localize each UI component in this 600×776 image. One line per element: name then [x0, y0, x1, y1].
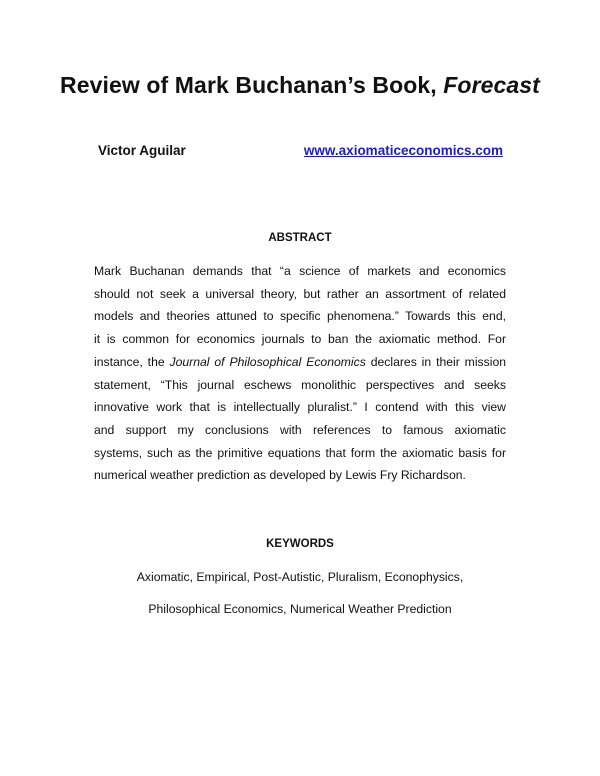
- website-link[interactable]: www.axiomaticeconomics.com: [303, 143, 503, 158]
- abstract-line-with-journal: [94, 351, 506, 374]
- keywords-line: Axiomatic, Empirical, Post-Autistic, Pluralism, Econophysics,: [136, 570, 464, 584]
- abstract-fragment: instance, the: [94, 354, 170, 369]
- author-line: [98, 143, 503, 163]
- author-name: Victor Aguilar: [98, 143, 186, 158]
- abstract-line: statement, “This journal eschews monolithic perspectives and seeks: [94, 377, 506, 392]
- abstract-line: numerical weather prediction as developed by Lewis Fry Richardson.: [94, 468, 466, 483]
- abstract-body: [94, 260, 506, 487]
- keywords-line: Philosophical Economics, Numerical Weather Prediction: [148, 602, 452, 616]
- keywords-heading: KEYWORDS: [266, 538, 334, 550]
- abstract-fragment: declares in their mission: [365, 354, 506, 369]
- title-main: Review of Mark Buchanan’s Book,: [60, 72, 444, 98]
- abstract-line: Mark Buchanan demands that “a science of markets and economics: [94, 264, 506, 278]
- abstract-line: should not seek a universal theory, but rather an assortment of related: [94, 286, 506, 301]
- abstract-line: models and theories attuned to specific phenomena.” Towards this end,: [94, 309, 506, 324]
- abstract-heading: ABSTRACT: [268, 232, 332, 244]
- abstract-line: and support my conclusions with references to famous axiomatic: [94, 422, 506, 437]
- journal-name: Journal of Philosophical Economics: [169, 354, 366, 369]
- title-italic: Forecast: [443, 72, 540, 98]
- abstract-line: systems, such as the primitive equations that form the axiomatic basis for: [94, 445, 506, 460]
- abstract-line: it is common for economics journals to ban the axiomatic method. For: [94, 332, 506, 347]
- paper-title: [0, 72, 600, 99]
- abstract-line: innovative work that is intellectually pluralist.” I contend with this view: [94, 400, 506, 415]
